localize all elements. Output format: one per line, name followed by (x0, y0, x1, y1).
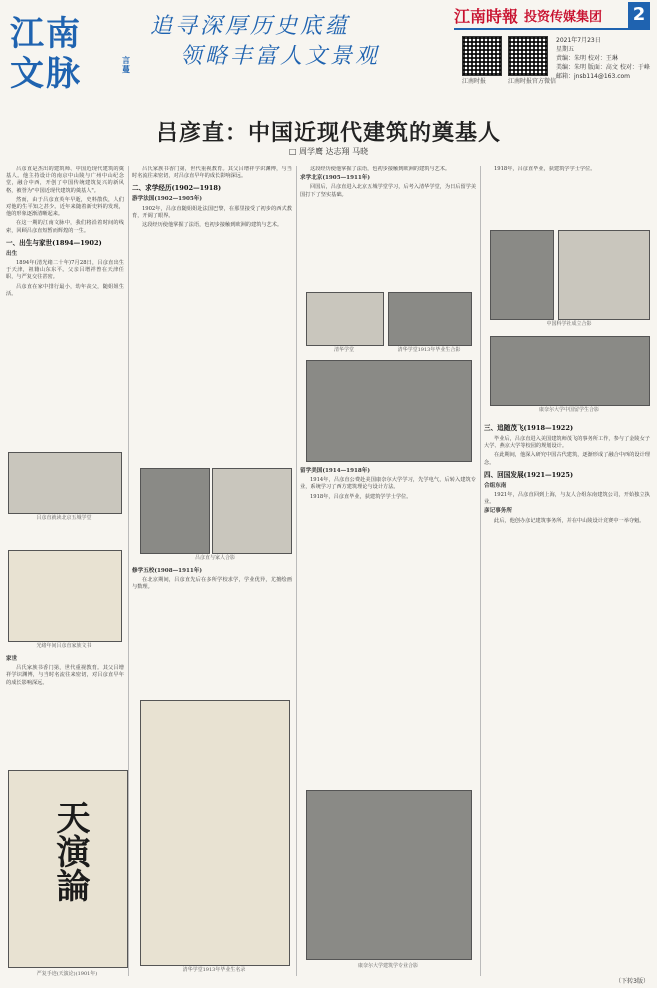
caption: 康奈尔大学中国留学生合影 (538, 407, 599, 413)
brand-name: 江南時報 (454, 7, 519, 26)
caption: 清华学堂1913年毕业生合影 (397, 347, 461, 353)
paragraph: 毕业后，吕彦直进入美国建筑师茂飞的事务所工作，参与了金陵女子大学、燕京大学等校园的规划设计。 (484, 436, 650, 450)
photo-class (388, 292, 472, 346)
photo-tsinghua (306, 292, 384, 346)
section-logo (6, 6, 130, 94)
info-line: 美编：朱明 版面：高文 校对：于峰 (556, 64, 650, 71)
logo-side-text: 言蔓 (122, 55, 130, 74)
column-3-lower (300, 466, 476, 786)
info-line: 责编：朱明 校对：王琳 (556, 55, 618, 62)
column-divider (480, 166, 481, 976)
column-2-lower (132, 566, 292, 686)
calligraphy-text: 天演論 (50, 800, 90, 902)
qr-code-icon (508, 36, 548, 76)
caption: 光绪年间吕彦直家族文书 (36, 643, 92, 649)
photo-building (306, 360, 472, 462)
paragraph: 1902年，吕彦直随姐姐赴法国巴黎，在那里接受了初步的西式教育，开阔了眼界。 (132, 205, 292, 219)
byline: □ 周学鹰 达志翔 马晓 (288, 147, 369, 156)
subsection-heading: 出生 (6, 250, 18, 257)
column-divider (128, 166, 129, 976)
caption: 吕彦直就读北京五城学堂 (36, 515, 92, 521)
caption: 中国科学社成立合影 (546, 321, 592, 327)
paragraph: 在这一期的江南文脉中，我们将沿着时间的线索，回顾吕彦直短暂而辉煌的一生。 (6, 220, 124, 234)
photo-cornell (306, 790, 472, 960)
masthead-rule (454, 28, 650, 30)
section-heading: 一、出生与家世(1894—1902) (6, 238, 102, 247)
article-title: 吕彦直：中国近现代建筑的奠基人 (155, 120, 501, 146)
photo-group (490, 230, 554, 320)
document-image (8, 550, 122, 642)
paragraph: 1918年，吕彦直毕业，获建筑学学士学位。 (310, 493, 412, 500)
subsection-heading: 修学五校(1908—1911年) (132, 568, 202, 574)
paragraph: 然而，由于吕彦直英年早逝，史料散佚，人们对他的生平知之甚少。近年来随着新史料的发现，他的形象逐渐清晰起来。 (6, 196, 124, 218)
subsection-heading: 留学美国(1914—1918年) (300, 468, 370, 474)
logo-line-1: 江南 (10, 14, 82, 54)
paragraph: 1894年(清光绪二十年)7月28日，吕彦直出生于天津，祖籍山东东平。父亲吕增祥曾在天津任职，与严复交往甚密。 (6, 260, 124, 281)
logo-line-2: 文脉 (10, 54, 82, 94)
paragraph: 这段经历使他掌握了法语，也初步接触到欧洲的建筑与艺术。 (310, 166, 451, 172)
masthead (0, 0, 657, 100)
paragraph: 1918年，吕彦直毕业，获建筑学学士学位。 (494, 166, 596, 172)
section-heading: 四、回国发展(1921—1925) (484, 470, 574, 479)
brand-sub: 投资传媒集团 (524, 10, 603, 25)
section-heading: 三、追随茂飞(1918—1922) (484, 424, 574, 432)
qr-code-icon (462, 36, 502, 76)
paragraph: 1921年，吕彦直回到上海，与友人合组东南建筑公司，开始独立执业。 (484, 492, 650, 506)
caption: 清华学堂1913年毕业生名录 (182, 967, 246, 973)
paragraph: 吕氏家族书香门第，世代重视教育。其父吕增祥学识渊博，与当时名流往来密切，对吕彦直早年的成长影响深远。 (6, 665, 124, 686)
paragraph: 在此期间，他深入研究中国古代建筑，逐渐形成了融合中西的设计理念。 (484, 452, 650, 466)
paragraph: 此后，他创办彦记建筑事务所，并在中山陵设计竞赛中一举夺魁。 (494, 517, 645, 524)
column-1 (6, 166, 124, 336)
qr-label-1: 江南时报 (462, 78, 487, 85)
section-heading: 二、求学经历(1902—1918) (132, 184, 222, 193)
photo-school (8, 452, 122, 514)
slogan (150, 12, 380, 72)
paragraph: 回国后，吕彦直进入北京五城学堂学习，后考入清华学堂，为日后留学美国打下了坚实基础。 (300, 184, 476, 198)
info-line: 2021年7月23日 (556, 37, 601, 44)
info-line: 邮箱：jnsb114@163.com (556, 73, 631, 80)
page-number: 2 (628, 2, 650, 28)
subsection-heading: 游学法国(1902—1905年) (132, 196, 202, 203)
column-4 (484, 166, 650, 226)
subsection-heading: 彦记事务所 (484, 508, 512, 515)
paragraph: 这段经历使他掌握了法语，也初步接触到欧洲的建筑与艺术。 (142, 222, 283, 229)
continued-note: （下转3版） (615, 978, 649, 985)
subsection-heading: 家世 (6, 656, 18, 662)
paragraph: 吕彦直是杰出的建筑师、中国近现代建筑的奠基人。他主持设计的南京中山陵与广州中山纪念堂，融合中西，开创了中国传统建筑复兴的新风格，被誉为"中国近现代建筑的奠基人"。 (6, 166, 124, 194)
column-1-lower (6, 654, 124, 774)
paragraph: 在北京期间，吕彦直先后在多所学校求学，学业优异，尤擅绘画与数理。 (132, 577, 292, 591)
caption: 康奈尔大学建筑学专业合影 (357, 963, 418, 969)
column-4-lower (484, 420, 650, 820)
portrait-photo (140, 468, 210, 554)
subsection-heading: 求学北京(1905—1911年) (300, 175, 370, 182)
family-photo (212, 468, 292, 554)
slogan-line-2: 领略丰富人文景观 (180, 44, 381, 69)
roster-pages (140, 700, 290, 966)
newspaper-brand (454, 4, 650, 26)
photo-students (490, 336, 650, 406)
caption: 清华学堂 (333, 347, 354, 353)
info-line: 星期五 (556, 46, 575, 53)
qr-label-2: 江南时报官方微信 (508, 78, 557, 85)
paragraph: 1914年，吕彦直公费赴美国康奈尔大学学习，先学电气，后转入建筑专业，系统学习了西方建筑理论与设计方法。 (300, 477, 476, 491)
caption: 吕彦直与家人合影 (194, 555, 235, 561)
caption: 严复手迹(天演论)(1901年) (36, 971, 98, 977)
column-2 (132, 166, 292, 462)
subsection-heading: 合组东南 (484, 482, 507, 489)
slogan-line-1: 追寻深厚历史底蕴 (150, 14, 351, 39)
edition-info (556, 36, 652, 81)
column-divider (296, 166, 297, 976)
paragraph: 吕彦直在家中排行最小，幼年丧父，随姐姐生活。 (6, 283, 124, 297)
paragraph: 吕氏家族书香门第，世代重视教育。其父吕增祥学识渊博，与当时名流往来密切，对吕彦直早年的成长影响深远。 (132, 166, 292, 180)
photo-china (558, 230, 650, 320)
